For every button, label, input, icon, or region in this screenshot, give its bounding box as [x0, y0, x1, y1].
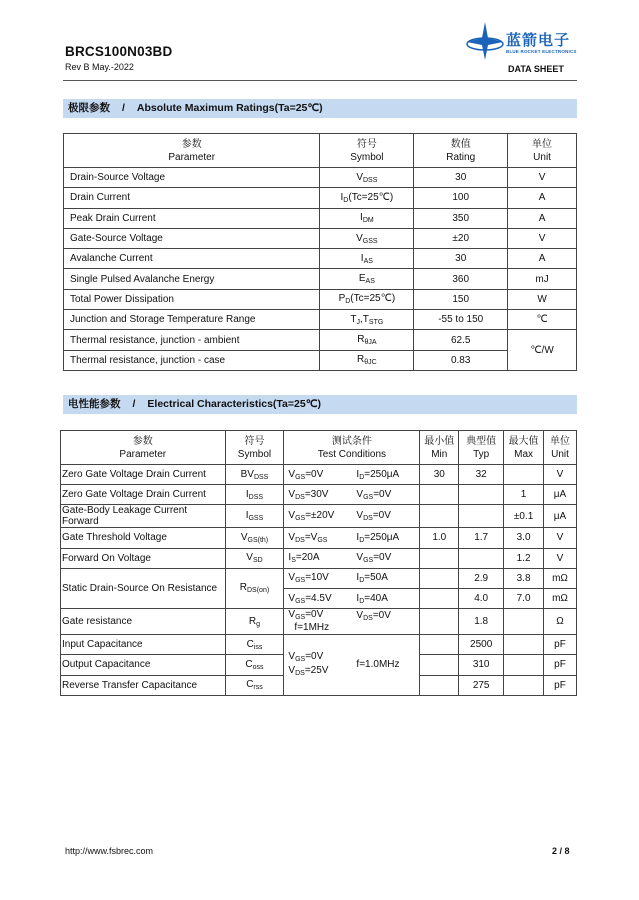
header-parameter: 参数 Parameter [61, 431, 226, 465]
symbol-base: C [246, 638, 254, 650]
symbol-subscript: DS(on) [247, 587, 270, 595]
symbol-subscript: D [345, 298, 351, 306]
condition-a: $V_{GS}=0V$ $V_{DS}=25V$ [288, 650, 329, 677]
symbol-cell [320, 228, 414, 248]
header-parameter: 参数 Parameter [64, 134, 320, 168]
typ-cell: 2500 [459, 635, 504, 655]
part-number: BRCS100N03BD [65, 44, 173, 59]
test-condition-cell [284, 568, 420, 588]
param-cell: Forward On Voltage [61, 548, 226, 568]
condition-a: $V_{GS}=\pm 20V$ [288, 510, 335, 523]
table-row [64, 188, 577, 208]
footer-url[interactable]: http://www.fsbrec.com [65, 846, 154, 856]
unit-cell: mJ [508, 269, 577, 289]
typ-cell: 32 [459, 465, 504, 485]
condition-pair [284, 552, 419, 564]
symbol-base: P [338, 293, 346, 305]
header-symbol: 符号 Symbol [320, 134, 414, 168]
symbol-cell [320, 310, 414, 330]
rating-cell: 62.5 [414, 330, 508, 350]
max-cell [504, 465, 544, 485]
symbol-base: I [245, 510, 249, 522]
condition-b: $V_{DS}=0V$ [356, 510, 391, 523]
logo-text: 蓝箭电子 [506, 32, 571, 49]
condition-b: $I_D=50A$ [356, 572, 388, 585]
test-condition-cell [284, 485, 420, 505]
param-cell: Zero Gate Voltage Drain Current [61, 465, 226, 485]
condition-pair [284, 610, 419, 633]
max-cell: 3.8 [504, 568, 544, 588]
unit-cell: mΩ [544, 588, 577, 608]
electrical-table [60, 430, 577, 696]
table-row [61, 609, 577, 635]
unit-cell: W [508, 289, 577, 309]
company-logo-icon [465, 20, 505, 62]
table-row [61, 548, 577, 568]
param-cell: Total Power Dissipation [64, 289, 320, 309]
rating-cell: 360 [414, 269, 508, 289]
param-cell: Output Capacitance [61, 655, 226, 675]
symbol-base: T [350, 313, 357, 325]
max-cell: ±0.1 [504, 505, 544, 528]
typ-cell [459, 505, 504, 528]
param-cell: Thermal resistance, junction - ambient [64, 330, 320, 350]
param-cell: Junction and Storage Temperature Range [64, 310, 320, 330]
rating-cell: 150 [414, 289, 508, 309]
symbol-subscript: θJC [364, 359, 377, 367]
symbol-cell [320, 188, 414, 208]
symbol-cell [225, 655, 284, 675]
min-cell [420, 609, 459, 635]
table-header-row [61, 431, 577, 465]
section-title-cn: 电性能参数 [68, 398, 121, 410]
min-cell [420, 675, 459, 695]
symbol-subscript: θJA [364, 339, 377, 347]
condition-a: $V_{DS}=V_{GS}$ [288, 531, 328, 544]
unit-cell: V [508, 168, 577, 188]
symbol-cell [320, 350, 414, 370]
condition-pair [284, 510, 419, 522]
symbol-suffix: (Tc=25℃) [350, 293, 396, 305]
unit-cell: pF [544, 675, 577, 695]
condition-b: $V_{GS}=0V$ [356, 488, 392, 501]
param-cell: Reverse Transfer Capacitance [61, 675, 226, 695]
revision: Rev B May.-2022 [65, 62, 134, 72]
symbol-suffix: (Tc=25℃) [348, 191, 394, 203]
symbol-cell [225, 568, 284, 608]
condition-pair [284, 489, 419, 501]
table-row [64, 269, 577, 289]
unit-cell: μA [544, 505, 577, 528]
section-title-en: Absolute Maximum Ratings(Ta=25℃) [136, 102, 323, 114]
symbol-subscript: GSS [248, 515, 264, 523]
typ-cell: 1.8 [459, 609, 504, 635]
symbol-base: E [358, 273, 366, 285]
param-cell: Gate resistance [61, 609, 226, 635]
condition-pair [284, 532, 419, 544]
param-cell: Avalanche Current [64, 249, 320, 269]
max-cell: 3.0 [504, 528, 544, 548]
symbol-base: R [239, 582, 247, 594]
test-condition-cell [284, 548, 420, 568]
symbol-cell [320, 249, 414, 269]
table-row [61, 528, 577, 548]
header-test-conditions: 测试条件 Test Conditions [284, 431, 420, 465]
symbol-base: I [245, 488, 249, 500]
symbol-subscript: rss [253, 684, 263, 692]
doc-type: DATA SHEET [508, 64, 564, 74]
symbol-subscript: g [256, 620, 261, 628]
symbol-cell [225, 485, 284, 505]
symbol-subscript: iss [253, 643, 263, 651]
typ-cell [459, 485, 504, 505]
param-cell: Gate-Source Voltage [64, 228, 320, 248]
max-cell [504, 609, 544, 635]
symbol-subscript: GSS [362, 237, 378, 245]
max-cell [504, 635, 544, 655]
param-cell: Drain Current [64, 188, 320, 208]
min-cell [420, 588, 459, 608]
symbol-cell [320, 269, 414, 289]
typ-cell: 4.0 [459, 588, 504, 608]
symbol-subscript: J [356, 318, 361, 326]
symbol-cell [320, 208, 414, 228]
test-condition-cell [284, 528, 420, 548]
header-max: 最大值 Max [504, 431, 544, 465]
unit-cell: Ω [544, 609, 577, 635]
table-row [64, 208, 577, 228]
header-unit: 单位 Unit [508, 134, 577, 168]
symbol-base: R [248, 615, 257, 627]
condition-b: $V_{GS}=0V$ [356, 552, 392, 565]
symbol-subscript: GS(th) [247, 536, 269, 544]
section-title-absolute-max [63, 99, 577, 118]
symbol-base: C [246, 679, 254, 691]
symbol-subscript: AS [365, 278, 375, 286]
symbol-suffix: ,T [360, 313, 369, 325]
symbol-cell [225, 465, 284, 485]
table-header-row [64, 134, 577, 168]
table-row [61, 485, 577, 505]
param-cell: Thermal resistance, junction - case [64, 350, 320, 370]
max-cell: 7.0 [504, 588, 544, 608]
symbol-base: R [357, 334, 365, 346]
condition-b: $I_D=250\mu A$ [356, 531, 400, 544]
unit-cell: V [544, 465, 577, 485]
section-title-en: Electrical Characteristics(Ta=25℃) [147, 398, 321, 410]
table-row [64, 228, 577, 248]
header-typ: 典型值 Typ [459, 431, 504, 465]
min-cell [420, 548, 459, 568]
condition-b: $V_{DS}=0V$ [356, 610, 391, 623]
symbol-cell [320, 168, 414, 188]
test-condition-cell [284, 505, 420, 528]
table-row [61, 635, 577, 655]
condition-b: $I_D=40A$ [356, 592, 388, 605]
unit-cell: A [508, 208, 577, 228]
symbol-base: C [245, 658, 253, 670]
max-cell [504, 655, 544, 675]
symbol-subscript: AS [363, 257, 373, 265]
condition-pair [284, 593, 419, 605]
rating-cell: -55 to 150 [414, 310, 508, 330]
unit-cell: pF [544, 635, 577, 655]
section-title-electrical [63, 395, 577, 414]
max-cell: 1.2 [504, 548, 544, 568]
symbol-cell [225, 635, 284, 655]
condition-pair [284, 572, 419, 584]
param-cell: Zero Gate Voltage Drain Current [61, 485, 226, 505]
param-cell: Gate Threshold Voltage [61, 528, 226, 548]
symbol-cell [225, 505, 284, 528]
symbol-base: R [357, 354, 365, 366]
typ-cell: 275 [459, 675, 504, 695]
condition-b: $I_D=250\mu A$ [356, 468, 400, 481]
param-cell: Static Drain-Source On Resistance [61, 568, 226, 608]
symbol-base: BV [240, 468, 254, 480]
unit-cell: V [544, 528, 577, 548]
unit-cell: A [508, 188, 577, 208]
rating-cell: 30 [414, 168, 508, 188]
param-cell: Input Capacitance [61, 635, 226, 655]
symbol-base: I [360, 212, 363, 224]
symbol-base: V [356, 171, 363, 183]
symbol-subscript-2: STG [368, 318, 384, 326]
condition-pair [284, 651, 419, 679]
min-cell [420, 635, 459, 655]
unit-cell: A [508, 249, 577, 269]
param-cell: Peak Drain Current [64, 208, 320, 228]
symbol-base: V [240, 531, 248, 543]
typ-cell: 2.9 [459, 568, 504, 588]
rating-cell: 30 [414, 249, 508, 269]
symbol-subscript: SD [252, 557, 263, 565]
max-cell: 1 [504, 485, 544, 505]
condition-a: $V_{GS}=0V$ f=1MHz [288, 609, 330, 634]
max-cell [504, 675, 544, 695]
condition-a: $V_{DS}=30V$ [288, 488, 329, 501]
table-row [61, 505, 577, 528]
symbol-subscript: DM [362, 217, 374, 225]
symbol-cell [320, 289, 414, 309]
rating-cell: 100 [414, 188, 508, 208]
symbol-base: I [340, 191, 344, 203]
condition-freq: f=1.0MHz [356, 659, 400, 671]
logo-subtext: BLUE ROCKET ELECTRONICS [506, 49, 577, 54]
symbol-cell [225, 528, 284, 548]
page-number: 2 / 8 [552, 846, 570, 856]
min-cell: 1.0 [420, 528, 459, 548]
min-cell [420, 568, 459, 588]
condition-pair [284, 469, 419, 481]
symbol-base: V [356, 232, 363, 244]
unit-cell: ℃/W [508, 330, 577, 371]
table-row [61, 568, 577, 588]
unit-cell: V [508, 228, 577, 248]
param-cell: Single Pulsed Avalanche Energy [64, 269, 320, 289]
param-cell: Drain-Source Voltage [64, 168, 320, 188]
header-rating: 数值 Rating [414, 134, 508, 168]
symbol-cell [225, 609, 284, 635]
rating-cell: 0.83 [414, 350, 508, 370]
header-min: 最小值 Min [420, 431, 459, 465]
table-row [64, 289, 577, 309]
typ-cell: 1.7 [459, 528, 504, 548]
symbol-subscript: DSS [253, 473, 269, 481]
unit-cell: μA [544, 485, 577, 505]
symbol-base: I [360, 252, 364, 264]
unit-cell: V [544, 548, 577, 568]
symbol-subscript: oss [252, 663, 264, 671]
symbol-cell [225, 548, 284, 568]
min-cell [420, 655, 459, 675]
min-cell [420, 505, 459, 528]
unit-cell: ℃ [508, 310, 577, 330]
condition-a: $I_S=20A$ [288, 552, 320, 565]
unit-cell: mΩ [544, 568, 577, 588]
table-row [61, 465, 577, 485]
table-row [64, 310, 577, 330]
header-symbol: 符号 Symbol [225, 431, 284, 465]
table-row [64, 330, 577, 350]
test-condition-cell [284, 588, 420, 608]
symbol-subscript: DSS [248, 493, 264, 501]
unit-cell: pF [544, 655, 577, 675]
table-row [64, 350, 577, 370]
condition-a: $V_{GS}=0V$ [288, 468, 324, 481]
symbol-base: V [246, 552, 253, 564]
symbol-cell [320, 330, 414, 350]
table-row [64, 249, 577, 269]
test-condition-cell [284, 635, 420, 696]
section-title-cn: 极限参数 [68, 102, 110, 114]
symbol-subscript: DSS [363, 176, 378, 184]
typ-cell [459, 548, 504, 568]
typ-cell: 310 [459, 655, 504, 675]
min-cell: 30 [420, 465, 459, 485]
table-row [64, 168, 577, 188]
condition-a: $V_{GS}=4.5V$ [288, 592, 332, 605]
test-condition-cell [284, 465, 420, 485]
header-unit: 单位 Unit [544, 431, 577, 465]
rating-cell: 350 [414, 208, 508, 228]
rating-cell: ±20 [414, 228, 508, 248]
symbol-subscript: D [343, 196, 349, 204]
section-title-sep: / [122, 102, 125, 114]
header-divider [63, 80, 577, 81]
param-cell: Gate-Body Leakage Current Forward [61, 505, 226, 528]
absolute-max-table [63, 133, 577, 371]
min-cell [420, 485, 459, 505]
test-condition-cell [284, 609, 420, 635]
section-title-sep: / [132, 398, 136, 410]
symbol-cell [225, 675, 284, 695]
condition-a: $V_{GS}=10V$ [288, 572, 329, 585]
